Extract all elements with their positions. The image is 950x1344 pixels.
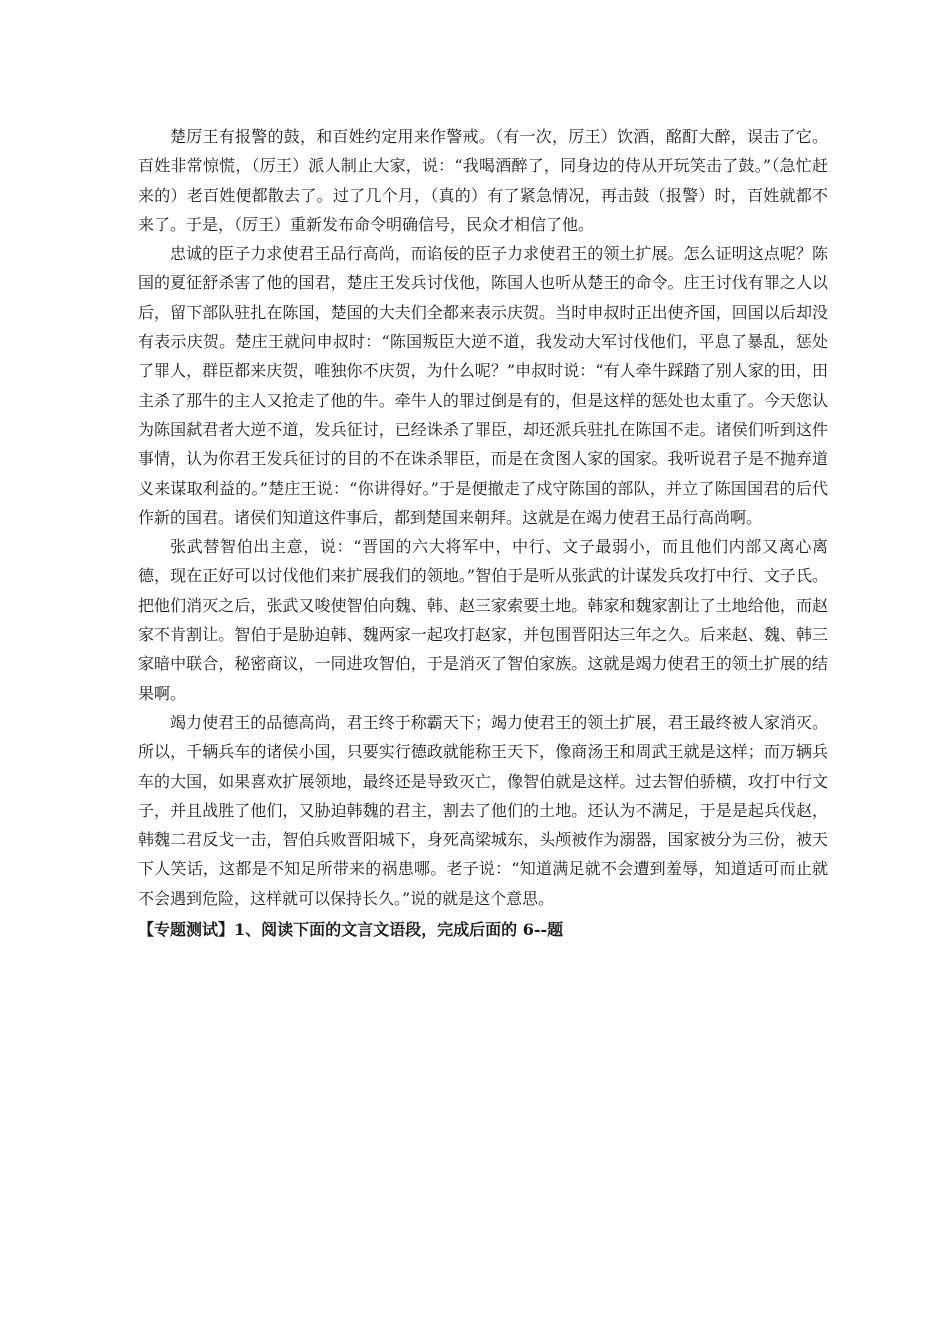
paragraph-zhang-wu: 张武替智伯出主意，说：“晋国的六大将军中，中行、文子最弱小，而且他们内部又离心离德，现在正好可以讨伐他们来扩展我们的领地。”智伯于是听从张武的计谋发兵攻打中行、文子氏。把他们消灭之后，张武又唆使智伯向魏、韩、赵三家索要土地。韩家和魏家割让了土地给他，而赵家不肯割让。智伯于是胁迫韩、魏两家一起攻打赵家，并包围晋阳达三年之久。后来赵、魏、韩三家暗中联合，秘密商议，一同进攻智伯，于是消灭了智伯家族。这就是竭力使君王的领土扩展的结果啊。 bbox=[138, 537, 828, 703]
paragraph-jie-li-shi-jun-wang: 竭力使君王的品德高尚，君王终于称霸天下；竭力使君王的领土扩展，君王最终被人家消灭。所以，千辆兵车的诸侯小国，只要实行德政就能称王天下，像商汤王和周武王就是这样；而万辆兵车的大国，如果喜欢扩展领地，最终还是导致灭亡，像智伯就是这样。过去智伯骄横，攻打中行文子，并且战胜了他们，又胁迫韩魏的君主，割去了他们的土地。还认为不满足，于是是起兵伐赵，韩魏二君反戈一击，智伯兵败晋阳城下，身死高梁城东，头颅被作为溺器，国家被分为三份，被天下人笑话，这都是不知足所带来的祸患哪。老子说：“知道满足就不会遭到羞辱，知道适可而止就不会遇到危险，这样就可以保持长久。”说的就是这个意思。 bbox=[138, 712, 828, 908]
section-heading-test: 【专题测试】1、阅读下面的文言文语段，完成后面的 6--题 bbox=[138, 920, 564, 940]
paragraph-chu-li-wang: 楚厉王有报警的鼓，和百姓约定用来作警戒。（有一次，厉王）饮酒，酩酊大醉，误击了它。百姓非常惊慌，（厉王）派人制止大家，说：“我喝酒醉了，同身边的侍从开玩笑击了鼓。”（急忙赶来的）老百姓便都散去了。过了几个月，（真的）有了紧急情况，再击鼓（报警）时，百姓就都不来了。于是，（厉王）重新发布命令明确信号，民众才相信了他。 bbox=[138, 127, 828, 234]
document-page bbox=[138, 122, 828, 944]
paragraph-zhong-cheng-chen-zi: 忠诚的臣子力求使君王品行高尚，而谄佞的臣子力求使君王的领土扩展。怎么证明这点呢？陈国的夏征舒杀害了他的国君，楚庄王发兵讨伐他，陈国人也听从楚王的命令。庄王讨伐有罪之人以后，留下部队驻扎在陈国，楚国的大夫们全都来表示庆贺。当时申叔时正出使齐国，回国以后却没有表示庆贺。楚庄王就问申叔时：“陈国叛臣大逆不道，我发动大军讨伐他们，平息了暴乱，惩处了罪人，群臣都来庆贺，唯独你不庆贺，为什么呢？”申叔时说：“有人牵牛踩踏了别人家的田，田主杀了那牛的主人又抢走了他的牛。牵牛人的罪过倒是有的，但是这样的惩处也太重了。今天您认为陈国弑君者大逆不道，发兵征讨，已经诛杀了罪臣，却还派兵驻扎在陈国不走。诸侯们听到这件事情，认为你君王发兵征讨的目的不在诛杀罪臣，而是在贪图人家的国家。我听说君子是不抛弃道义来谋取利益的。”楚庄王说：“你讲得好。”于是便撤走了戍守陈国的部队，并立了陈国国君的后代作新的国君。诸侯们知道这件事后，都到楚国来朝拜。这就是在竭力使君王品行高尚啊。 bbox=[138, 244, 828, 527]
